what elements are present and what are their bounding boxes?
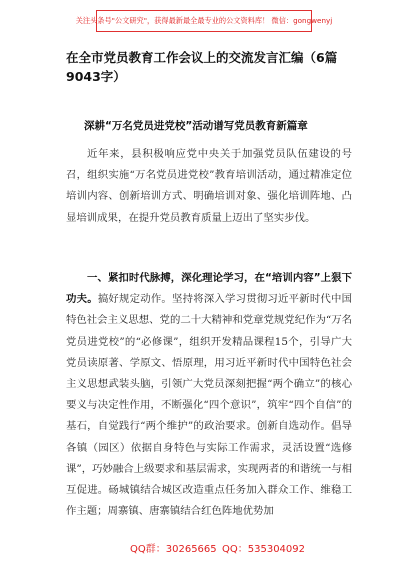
paragraph-body: 搞好规定动作。坚持将深入学习贯彻习近平新时代中国特色社会主义思想、党的二十大精神和党章党规党纪作为“万名党员进党校”的“必修课”，组织开发精品课程15个，引导广大党员读原著、学原文、悟原理，用习近平新时代中国特色社会主义思想武装头脑，引领广大党员深刻把握“两个确立”的核心要义与决定性作用，不断强化“四个意识”，筑牢“四个自信”的基石，自觉践行“两个维护”的政治要求。创新自选动作。倡导各镇（园区）依据自身特色与实际工作需求，灵活设置“选修课”，巧妙融合上级要求和基层需求，实现两者的和谐统一与相互促进。砀城镇结合城区改造重点任务加入群众工作、维稳工作主题；周寨镇、唐寨镇结合红色阵地优势加: [66, 293, 353, 518]
paragraph-intro: 近年来，县积极响应党中央关于加强党员队伍建设的号召，组织实施“万名党员进党校”教育培训活动，通过精准定位培训内容、创新培训方式、明确培训对象、强化培训阵地、凸显培训成果，在提升党员教育质量上迈出了坚实步伐。: [66, 148, 352, 224]
footer: [0, 540, 408, 556]
footer-qq-group: QQ群：30265665: [130, 544, 217, 555]
paragraph-section-one: [66, 268, 352, 522]
banner-text: 关注头条号"公文研究"，获得最新最全最专业的公文资料库！ 微信：gongwenyj: [75, 16, 333, 25]
header-banner: [75, 10, 333, 32]
paragraph-lead-heading: 一、紧扣时代脉搏，深化理论学习，在“培训内容”上狠下功夫。: [66, 272, 352, 306]
section-title: 深耕“万名党员进党校”活动谱写党员教育新篇章: [84, 120, 308, 132]
document-title: 在全市党员教育工作会议上的交流发言汇编（6篇9043字）: [66, 50, 338, 84]
footer-qq-contact: QQ：535304092: [222, 544, 306, 555]
